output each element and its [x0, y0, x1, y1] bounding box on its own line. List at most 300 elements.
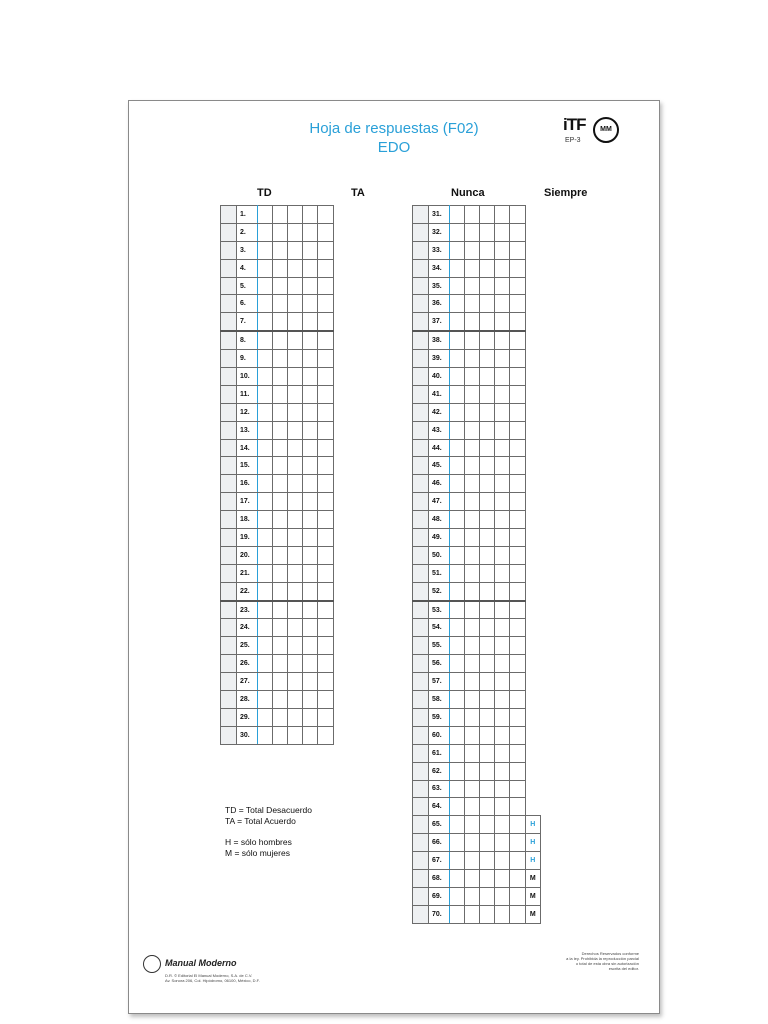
answer-cell[interactable] [480, 368, 495, 386]
answer-cell[interactable] [450, 475, 465, 493]
answer-cell[interactable] [465, 511, 480, 529]
answer-cell[interactable] [480, 762, 495, 780]
answer-cell[interactable] [465, 673, 480, 691]
answer-cell[interactable] [465, 637, 480, 655]
answer-cell[interactable] [258, 368, 273, 386]
answer-cell[interactable] [465, 457, 480, 475]
answer-cell[interactable] [318, 475, 334, 493]
answer-cell[interactable] [273, 726, 288, 744]
answer-cell[interactable] [450, 726, 465, 744]
answer-cell[interactable] [303, 277, 318, 295]
answer-cell[interactable] [465, 780, 480, 798]
answer-cell[interactable] [480, 546, 495, 564]
answer-cell[interactable] [288, 403, 303, 421]
answer-cell[interactable] [303, 475, 318, 493]
answer-cell[interactable] [480, 529, 495, 547]
answer-cell[interactable] [303, 493, 318, 511]
answer-cell[interactable] [258, 529, 273, 547]
answer-cell[interactable] [303, 331, 318, 349]
answer-cell[interactable] [465, 619, 480, 637]
answer-cell[interactable] [450, 887, 465, 905]
answer-cell[interactable] [288, 673, 303, 691]
answer-cell[interactable] [495, 887, 510, 905]
answer-cell[interactable] [480, 350, 495, 368]
answer-cell[interactable] [303, 726, 318, 744]
answer-cell[interactable] [480, 816, 495, 834]
answer-cell[interactable] [288, 601, 303, 619]
answer-cell[interactable] [480, 869, 495, 887]
answer-cell[interactable] [450, 780, 465, 798]
answer-cell[interactable] [303, 223, 318, 241]
answer-cell[interactable] [318, 223, 334, 241]
answer-cell[interactable] [450, 691, 465, 709]
answer-cell[interactable] [273, 655, 288, 673]
answer-cell[interactable] [480, 887, 495, 905]
answer-cell[interactable] [450, 277, 465, 295]
answer-cell[interactable] [273, 295, 288, 313]
answer-cell[interactable] [495, 368, 510, 386]
answer-cell[interactable] [510, 816, 526, 834]
answer-cell[interactable] [480, 601, 495, 619]
answer-cell[interactable] [510, 744, 526, 762]
answer-cell[interactable] [510, 350, 526, 368]
answer-cell[interactable] [318, 241, 334, 259]
answer-cell[interactable] [495, 493, 510, 511]
answer-cell[interactable] [450, 905, 465, 923]
answer-cell[interactable] [495, 421, 510, 439]
answer-cell[interactable] [465, 744, 480, 762]
answer-cell[interactable] [495, 475, 510, 493]
answer-cell[interactable] [450, 564, 465, 582]
answer-cell[interactable] [465, 259, 480, 277]
answer-cell[interactable] [495, 637, 510, 655]
answer-cell[interactable] [450, 439, 465, 457]
answer-cell[interactable] [465, 241, 480, 259]
answer-cell[interactable] [450, 313, 465, 331]
answer-cell[interactable] [273, 708, 288, 726]
answer-cell[interactable] [318, 331, 334, 349]
answer-cell[interactable] [318, 350, 334, 368]
answer-cell[interactable] [510, 331, 526, 349]
answer-cell[interactable] [510, 905, 526, 923]
answer-cell[interactable] [495, 277, 510, 295]
answer-cell[interactable] [303, 673, 318, 691]
answer-cell[interactable] [510, 619, 526, 637]
answer-cell[interactable] [495, 511, 510, 529]
answer-cell[interactable] [273, 493, 288, 511]
answer-cell[interactable] [495, 223, 510, 241]
answer-cell[interactable] [273, 206, 288, 224]
answer-cell[interactable] [480, 421, 495, 439]
answer-cell[interactable] [303, 241, 318, 259]
answer-cell[interactable] [510, 511, 526, 529]
answer-cell[interactable] [273, 277, 288, 295]
answer-cell[interactable] [450, 259, 465, 277]
answer-cell[interactable] [465, 529, 480, 547]
answer-cell[interactable] [465, 403, 480, 421]
answer-cell[interactable] [465, 546, 480, 564]
answer-cell[interactable] [273, 313, 288, 331]
answer-cell[interactable] [258, 601, 273, 619]
answer-cell[interactable] [510, 655, 526, 673]
answer-cell[interactable] [495, 546, 510, 564]
answer-cell[interactable] [465, 887, 480, 905]
answer-cell[interactable] [318, 206, 334, 224]
answer-cell[interactable] [288, 511, 303, 529]
answer-cell[interactable] [450, 295, 465, 313]
answer-cell[interactable] [303, 259, 318, 277]
answer-cell[interactable] [303, 691, 318, 709]
answer-cell[interactable] [495, 691, 510, 709]
answer-cell[interactable] [303, 439, 318, 457]
answer-cell[interactable] [465, 869, 480, 887]
answer-cell[interactable] [318, 582, 334, 600]
answer-cell[interactable] [465, 368, 480, 386]
answer-cell[interactable] [510, 457, 526, 475]
answer-cell[interactable] [288, 421, 303, 439]
answer-cell[interactable] [288, 691, 303, 709]
answer-cell[interactable] [480, 708, 495, 726]
answer-cell[interactable] [480, 905, 495, 923]
answer-cell[interactable] [318, 619, 334, 637]
answer-cell[interactable] [303, 421, 318, 439]
answer-cell[interactable] [318, 564, 334, 582]
answer-cell[interactable] [318, 368, 334, 386]
answer-cell[interactable] [495, 601, 510, 619]
answer-cell[interactable] [288, 529, 303, 547]
answer-cell[interactable] [318, 691, 334, 709]
answer-cell[interactable] [303, 457, 318, 475]
answer-cell[interactable] [495, 385, 510, 403]
answer-cell[interactable] [258, 493, 273, 511]
answer-cell[interactable] [480, 439, 495, 457]
answer-cell[interactable] [273, 403, 288, 421]
answer-cell[interactable] [465, 223, 480, 241]
answer-cell[interactable] [495, 780, 510, 798]
answer-cell[interactable] [480, 691, 495, 709]
answer-cell[interactable] [510, 834, 526, 852]
answer-cell[interactable] [303, 708, 318, 726]
answer-cell[interactable] [495, 834, 510, 852]
answer-cell[interactable] [495, 619, 510, 637]
answer-cell[interactable] [465, 421, 480, 439]
answer-cell[interactable] [480, 385, 495, 403]
answer-cell[interactable] [258, 708, 273, 726]
answer-cell[interactable] [273, 691, 288, 709]
answer-cell[interactable] [258, 331, 273, 349]
answer-cell[interactable] [288, 241, 303, 259]
answer-cell[interactable] [510, 295, 526, 313]
answer-cell[interactable] [495, 708, 510, 726]
answer-cell[interactable] [495, 762, 510, 780]
answer-cell[interactable] [510, 493, 526, 511]
answer-cell[interactable] [288, 708, 303, 726]
answer-cell[interactable] [495, 852, 510, 870]
answer-cell[interactable] [480, 331, 495, 349]
answer-cell[interactable] [510, 601, 526, 619]
answer-cell[interactable] [258, 403, 273, 421]
answer-cell[interactable] [288, 457, 303, 475]
answer-cell[interactable] [465, 582, 480, 600]
answer-cell[interactable] [495, 313, 510, 331]
answer-cell[interactable] [273, 368, 288, 386]
answer-cell[interactable] [510, 673, 526, 691]
answer-cell[interactable] [510, 421, 526, 439]
answer-cell[interactable] [480, 726, 495, 744]
answer-cell[interactable] [258, 277, 273, 295]
answer-cell[interactable] [510, 241, 526, 259]
answer-cell[interactable] [258, 421, 273, 439]
answer-cell[interactable] [258, 259, 273, 277]
answer-cell[interactable] [273, 439, 288, 457]
answer-cell[interactable] [480, 673, 495, 691]
answer-cell[interactable] [288, 582, 303, 600]
answer-cell[interactable] [480, 313, 495, 331]
answer-cell[interactable] [450, 869, 465, 887]
answer-cell[interactable] [495, 350, 510, 368]
answer-cell[interactable] [480, 259, 495, 277]
answer-cell[interactable] [303, 582, 318, 600]
answer-cell[interactable] [273, 223, 288, 241]
answer-cell[interactable] [318, 529, 334, 547]
answer-cell[interactable] [465, 350, 480, 368]
answer-cell[interactable] [273, 619, 288, 637]
answer-cell[interactable] [510, 708, 526, 726]
answer-cell[interactable] [465, 564, 480, 582]
answer-cell[interactable] [480, 582, 495, 600]
answer-cell[interactable] [465, 852, 480, 870]
answer-cell[interactable] [480, 457, 495, 475]
answer-cell[interactable] [510, 313, 526, 331]
answer-cell[interactable] [465, 475, 480, 493]
answer-cell[interactable] [303, 313, 318, 331]
answer-cell[interactable] [465, 726, 480, 744]
answer-cell[interactable] [258, 241, 273, 259]
answer-cell[interactable] [450, 241, 465, 259]
answer-cell[interactable] [495, 529, 510, 547]
answer-cell[interactable] [510, 637, 526, 655]
answer-cell[interactable] [258, 564, 273, 582]
answer-cell[interactable] [510, 475, 526, 493]
answer-cell[interactable] [465, 331, 480, 349]
answer-cell[interactable] [258, 511, 273, 529]
answer-cell[interactable] [303, 637, 318, 655]
answer-cell[interactable] [318, 637, 334, 655]
answer-cell[interactable] [480, 403, 495, 421]
answer-cell[interactable] [318, 546, 334, 564]
answer-cell[interactable] [480, 511, 495, 529]
answer-cell[interactable] [258, 223, 273, 241]
answer-cell[interactable] [495, 457, 510, 475]
answer-cell[interactable] [288, 368, 303, 386]
answer-cell[interactable] [495, 241, 510, 259]
answer-cell[interactable] [303, 350, 318, 368]
answer-cell[interactable] [480, 655, 495, 673]
answer-cell[interactable] [258, 385, 273, 403]
answer-cell[interactable] [465, 905, 480, 923]
answer-cell[interactable] [318, 403, 334, 421]
answer-cell[interactable] [465, 798, 480, 816]
answer-cell[interactable] [273, 601, 288, 619]
answer-cell[interactable] [450, 619, 465, 637]
answer-cell[interactable] [303, 564, 318, 582]
answer-cell[interactable] [480, 277, 495, 295]
answer-cell[interactable] [465, 206, 480, 224]
answer-cell[interactable] [465, 762, 480, 780]
answer-cell[interactable] [318, 421, 334, 439]
answer-cell[interactable] [465, 439, 480, 457]
answer-cell[interactable] [318, 457, 334, 475]
answer-cell[interactable] [318, 493, 334, 511]
answer-cell[interactable] [258, 619, 273, 637]
answer-cell[interactable] [273, 564, 288, 582]
answer-cell[interactable] [288, 475, 303, 493]
answer-cell[interactable] [510, 726, 526, 744]
answer-cell[interactable] [480, 834, 495, 852]
answer-cell[interactable] [495, 331, 510, 349]
answer-cell[interactable] [510, 887, 526, 905]
answer-cell[interactable] [465, 601, 480, 619]
answer-cell[interactable] [465, 834, 480, 852]
answer-cell[interactable] [495, 206, 510, 224]
answer-cell[interactable] [273, 529, 288, 547]
answer-cell[interactable] [480, 295, 495, 313]
answer-cell[interactable] [450, 457, 465, 475]
answer-cell[interactable] [303, 368, 318, 386]
answer-cell[interactable] [288, 493, 303, 511]
answer-cell[interactable] [450, 816, 465, 834]
answer-cell[interactable] [480, 206, 495, 224]
answer-cell[interactable] [495, 744, 510, 762]
answer-cell[interactable] [495, 439, 510, 457]
answer-cell[interactable] [303, 529, 318, 547]
answer-cell[interactable] [510, 798, 526, 816]
answer-cell[interactable] [480, 619, 495, 637]
answer-cell[interactable] [495, 403, 510, 421]
answer-cell[interactable] [495, 798, 510, 816]
answer-cell[interactable] [318, 385, 334, 403]
answer-cell[interactable] [288, 564, 303, 582]
answer-cell[interactable] [318, 313, 334, 331]
answer-cell[interactable] [258, 350, 273, 368]
answer-cell[interactable] [450, 368, 465, 386]
answer-cell[interactable] [318, 655, 334, 673]
answer-cell[interactable] [480, 798, 495, 816]
answer-cell[interactable] [480, 852, 495, 870]
answer-cell[interactable] [258, 691, 273, 709]
answer-cell[interactable] [450, 511, 465, 529]
answer-cell[interactable] [465, 313, 480, 331]
answer-cell[interactable] [288, 350, 303, 368]
answer-cell[interactable] [495, 259, 510, 277]
answer-cell[interactable] [450, 331, 465, 349]
answer-cell[interactable] [465, 295, 480, 313]
answer-cell[interactable] [318, 259, 334, 277]
answer-cell[interactable] [303, 385, 318, 403]
answer-cell[interactable] [258, 655, 273, 673]
answer-cell[interactable] [465, 493, 480, 511]
answer-cell[interactable] [288, 619, 303, 637]
answer-cell[interactable] [303, 295, 318, 313]
answer-cell[interactable] [495, 673, 510, 691]
answer-cell[interactable] [273, 475, 288, 493]
answer-cell[interactable] [303, 403, 318, 421]
answer-cell[interactable] [273, 331, 288, 349]
answer-cell[interactable] [450, 546, 465, 564]
answer-cell[interactable] [273, 241, 288, 259]
answer-cell[interactable] [258, 206, 273, 224]
answer-cell[interactable] [495, 905, 510, 923]
answer-cell[interactable] [288, 206, 303, 224]
answer-cell[interactable] [480, 241, 495, 259]
answer-cell[interactable] [288, 439, 303, 457]
answer-cell[interactable] [273, 511, 288, 529]
answer-cell[interactable] [510, 439, 526, 457]
answer-cell[interactable] [318, 708, 334, 726]
answer-cell[interactable] [258, 295, 273, 313]
answer-cell[interactable] [288, 259, 303, 277]
answer-cell[interactable] [510, 206, 526, 224]
answer-cell[interactable] [288, 223, 303, 241]
answer-cell[interactable] [258, 726, 273, 744]
answer-cell[interactable] [510, 277, 526, 295]
answer-cell[interactable] [450, 223, 465, 241]
answer-cell[interactable] [510, 852, 526, 870]
answer-cell[interactable] [450, 385, 465, 403]
answer-cell[interactable] [510, 223, 526, 241]
answer-cell[interactable] [510, 564, 526, 582]
answer-cell[interactable] [258, 673, 273, 691]
answer-cell[interactable] [303, 601, 318, 619]
answer-cell[interactable] [510, 762, 526, 780]
answer-cell[interactable] [510, 385, 526, 403]
answer-cell[interactable] [318, 673, 334, 691]
answer-cell[interactable] [450, 673, 465, 691]
answer-cell[interactable] [258, 439, 273, 457]
answer-cell[interactable] [288, 546, 303, 564]
answer-cell[interactable] [273, 637, 288, 655]
answer-cell[interactable] [495, 726, 510, 744]
answer-cell[interactable] [258, 637, 273, 655]
answer-cell[interactable] [288, 385, 303, 403]
answer-cell[interactable] [273, 546, 288, 564]
answer-cell[interactable] [480, 564, 495, 582]
answer-cell[interactable] [318, 295, 334, 313]
answer-cell[interactable] [510, 529, 526, 547]
answer-cell[interactable] [450, 637, 465, 655]
answer-cell[interactable] [303, 619, 318, 637]
answer-cell[interactable] [288, 726, 303, 744]
answer-cell[interactable] [480, 780, 495, 798]
answer-cell[interactable] [510, 259, 526, 277]
answer-cell[interactable] [450, 582, 465, 600]
answer-cell[interactable] [495, 564, 510, 582]
answer-cell[interactable] [288, 331, 303, 349]
answer-cell[interactable] [258, 313, 273, 331]
answer-cell[interactable] [258, 457, 273, 475]
answer-cell[interactable] [288, 295, 303, 313]
answer-cell[interactable] [450, 493, 465, 511]
answer-cell[interactable] [318, 439, 334, 457]
answer-cell[interactable] [450, 403, 465, 421]
answer-cell[interactable] [450, 206, 465, 224]
answer-cell[interactable] [288, 637, 303, 655]
answer-cell[interactable] [303, 206, 318, 224]
answer-cell[interactable] [480, 493, 495, 511]
answer-cell[interactable] [258, 475, 273, 493]
answer-cell[interactable] [318, 726, 334, 744]
answer-cell[interactable] [450, 834, 465, 852]
